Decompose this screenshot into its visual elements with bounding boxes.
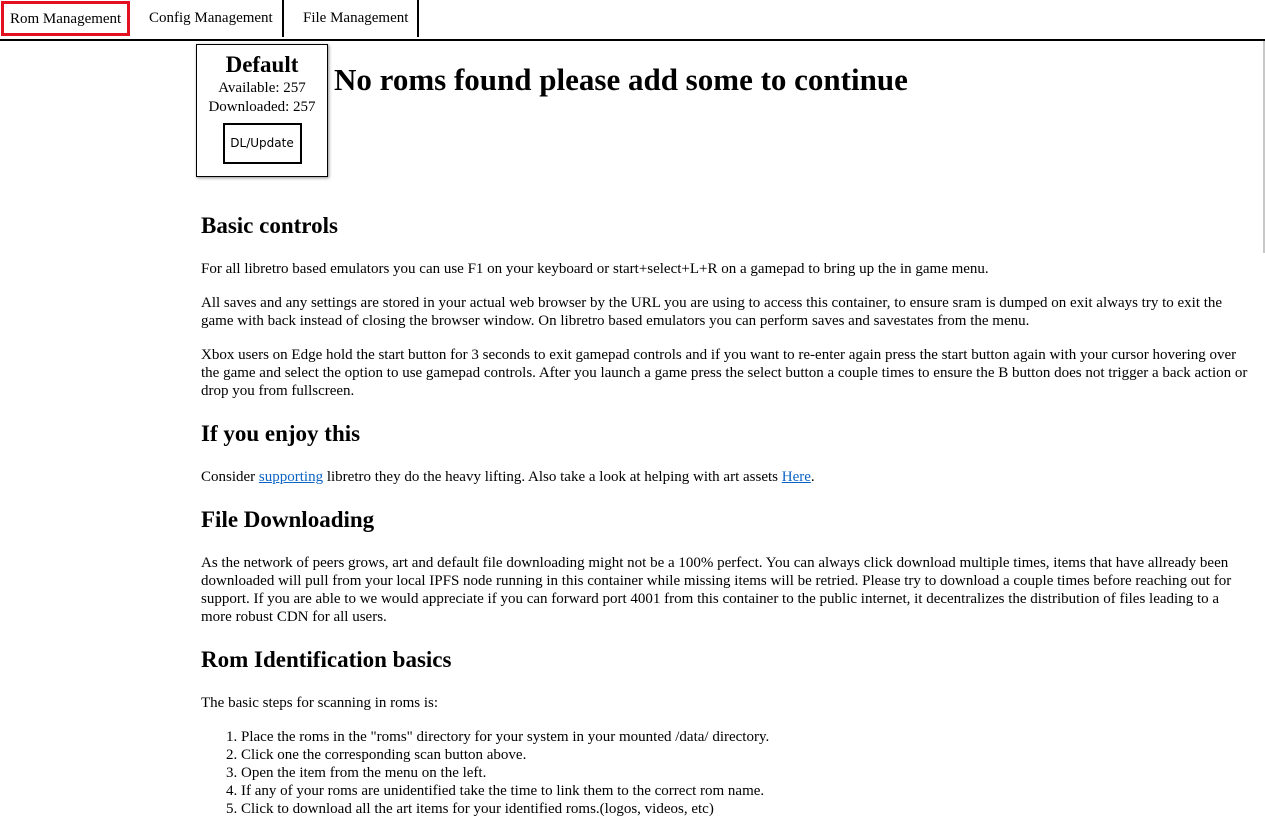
basic-controls-paragraph-3: Xbox users on Edge hold the start button for 3 seconds to exit gamepad controls and if you want to re-enter again press the start button again with your cursor hovering over the game and select the option to use gamepad controls. After you launch a game press the select button a couple times to ensure the B button does not trigger a back action or drop you from fullscreen.	[201, 347, 1248, 399]
downloaded-count: Downloaded: 257	[208, 99, 316, 115]
list-item: 3. Open the item from the menu on the left.	[241, 764, 1249, 782]
tab-label: Rom Management	[10, 11, 122, 27]
tab-config-management[interactable]	[140, 0, 284, 37]
tab-file-management[interactable]	[294, 0, 419, 37]
list-item: 5. Click to download all the art items for your identified roms.(logos, videos, etc)	[241, 800, 1249, 818]
basic-controls-paragraph-2: All saves and any settings are stored in your actual web browser by the URL you are using to access this container, to ensure sram is dumped on exit always try to exit the game with back instead of closing the browser window. On libretro based emulators you can perform saves and savestates from the menu.	[201, 295, 1223, 329]
system-card-default	[196, 44, 328, 177]
here-link[interactable]: Here	[781, 469, 811, 485]
rom-identification-intro: The basic steps for scanning in roms is:	[201, 695, 439, 711]
enjoy-text-after: .	[810, 469, 815, 485]
list-item: 1. Place the roms in the "roms" directory for your system in your mounted /data/ directory.	[241, 728, 1249, 746]
dl-update-button[interactable]: DL/Update	[223, 123, 302, 164]
supporting-link[interactable]: supporting	[258, 469, 324, 485]
tab-rom-management[interactable]	[1, 1, 130, 36]
list-item: 2. Click one the corresponding scan button above.	[241, 746, 1249, 764]
basic-controls-heading: Basic controls	[201, 213, 338, 238]
tab-label: File Management	[303, 10, 409, 26]
enjoy-heading: If you enjoy this	[201, 421, 361, 446]
enjoy-text-before: Consider	[201, 469, 259, 485]
list-item: 4. If any of your roms are unidentified take the time to link them to the correct rom name.	[241, 782, 1249, 800]
basic-controls-paragraph-1: For all libretro based emulators you can use F1 on your keyboard or start+select+L+R on a gamepad to bring up the in game menu.	[201, 261, 989, 277]
no-roms-heading: No roms found please add some to continue	[334, 62, 908, 97]
file-downloading-paragraph: As the network of peers grows, art and default file downloading might not be a 100% perfect. You can always click download multiple times, items that have allready been downloaded will pull from your local IPFS node running in this container while missing items will be retried. Please try to download a couple times before reaching out for support. If you are able to we would appreciate if you can forward port 4001 from this container to the public internet, it decentralizes the distribution of files leading to a more robust CDN for all users.	[201, 555, 1232, 625]
enjoy-paragraph	[201, 468, 1249, 486]
rom-identification-steps	[201, 728, 1249, 818]
enjoy-text-middle: libretro they do the heavy lifting. Also take a look at helping with art assets	[323, 469, 782, 485]
rom-identification-heading: Rom Identification basics	[201, 647, 452, 672]
card-title: Default	[225, 52, 299, 77]
file-downloading-heading: File Downloading	[201, 507, 375, 532]
help-content	[201, 208, 1249, 818]
tab-bar	[0, 0, 1265, 41]
available-count: Available: 257	[218, 80, 306, 96]
tab-label: Config Management	[149, 10, 273, 26]
